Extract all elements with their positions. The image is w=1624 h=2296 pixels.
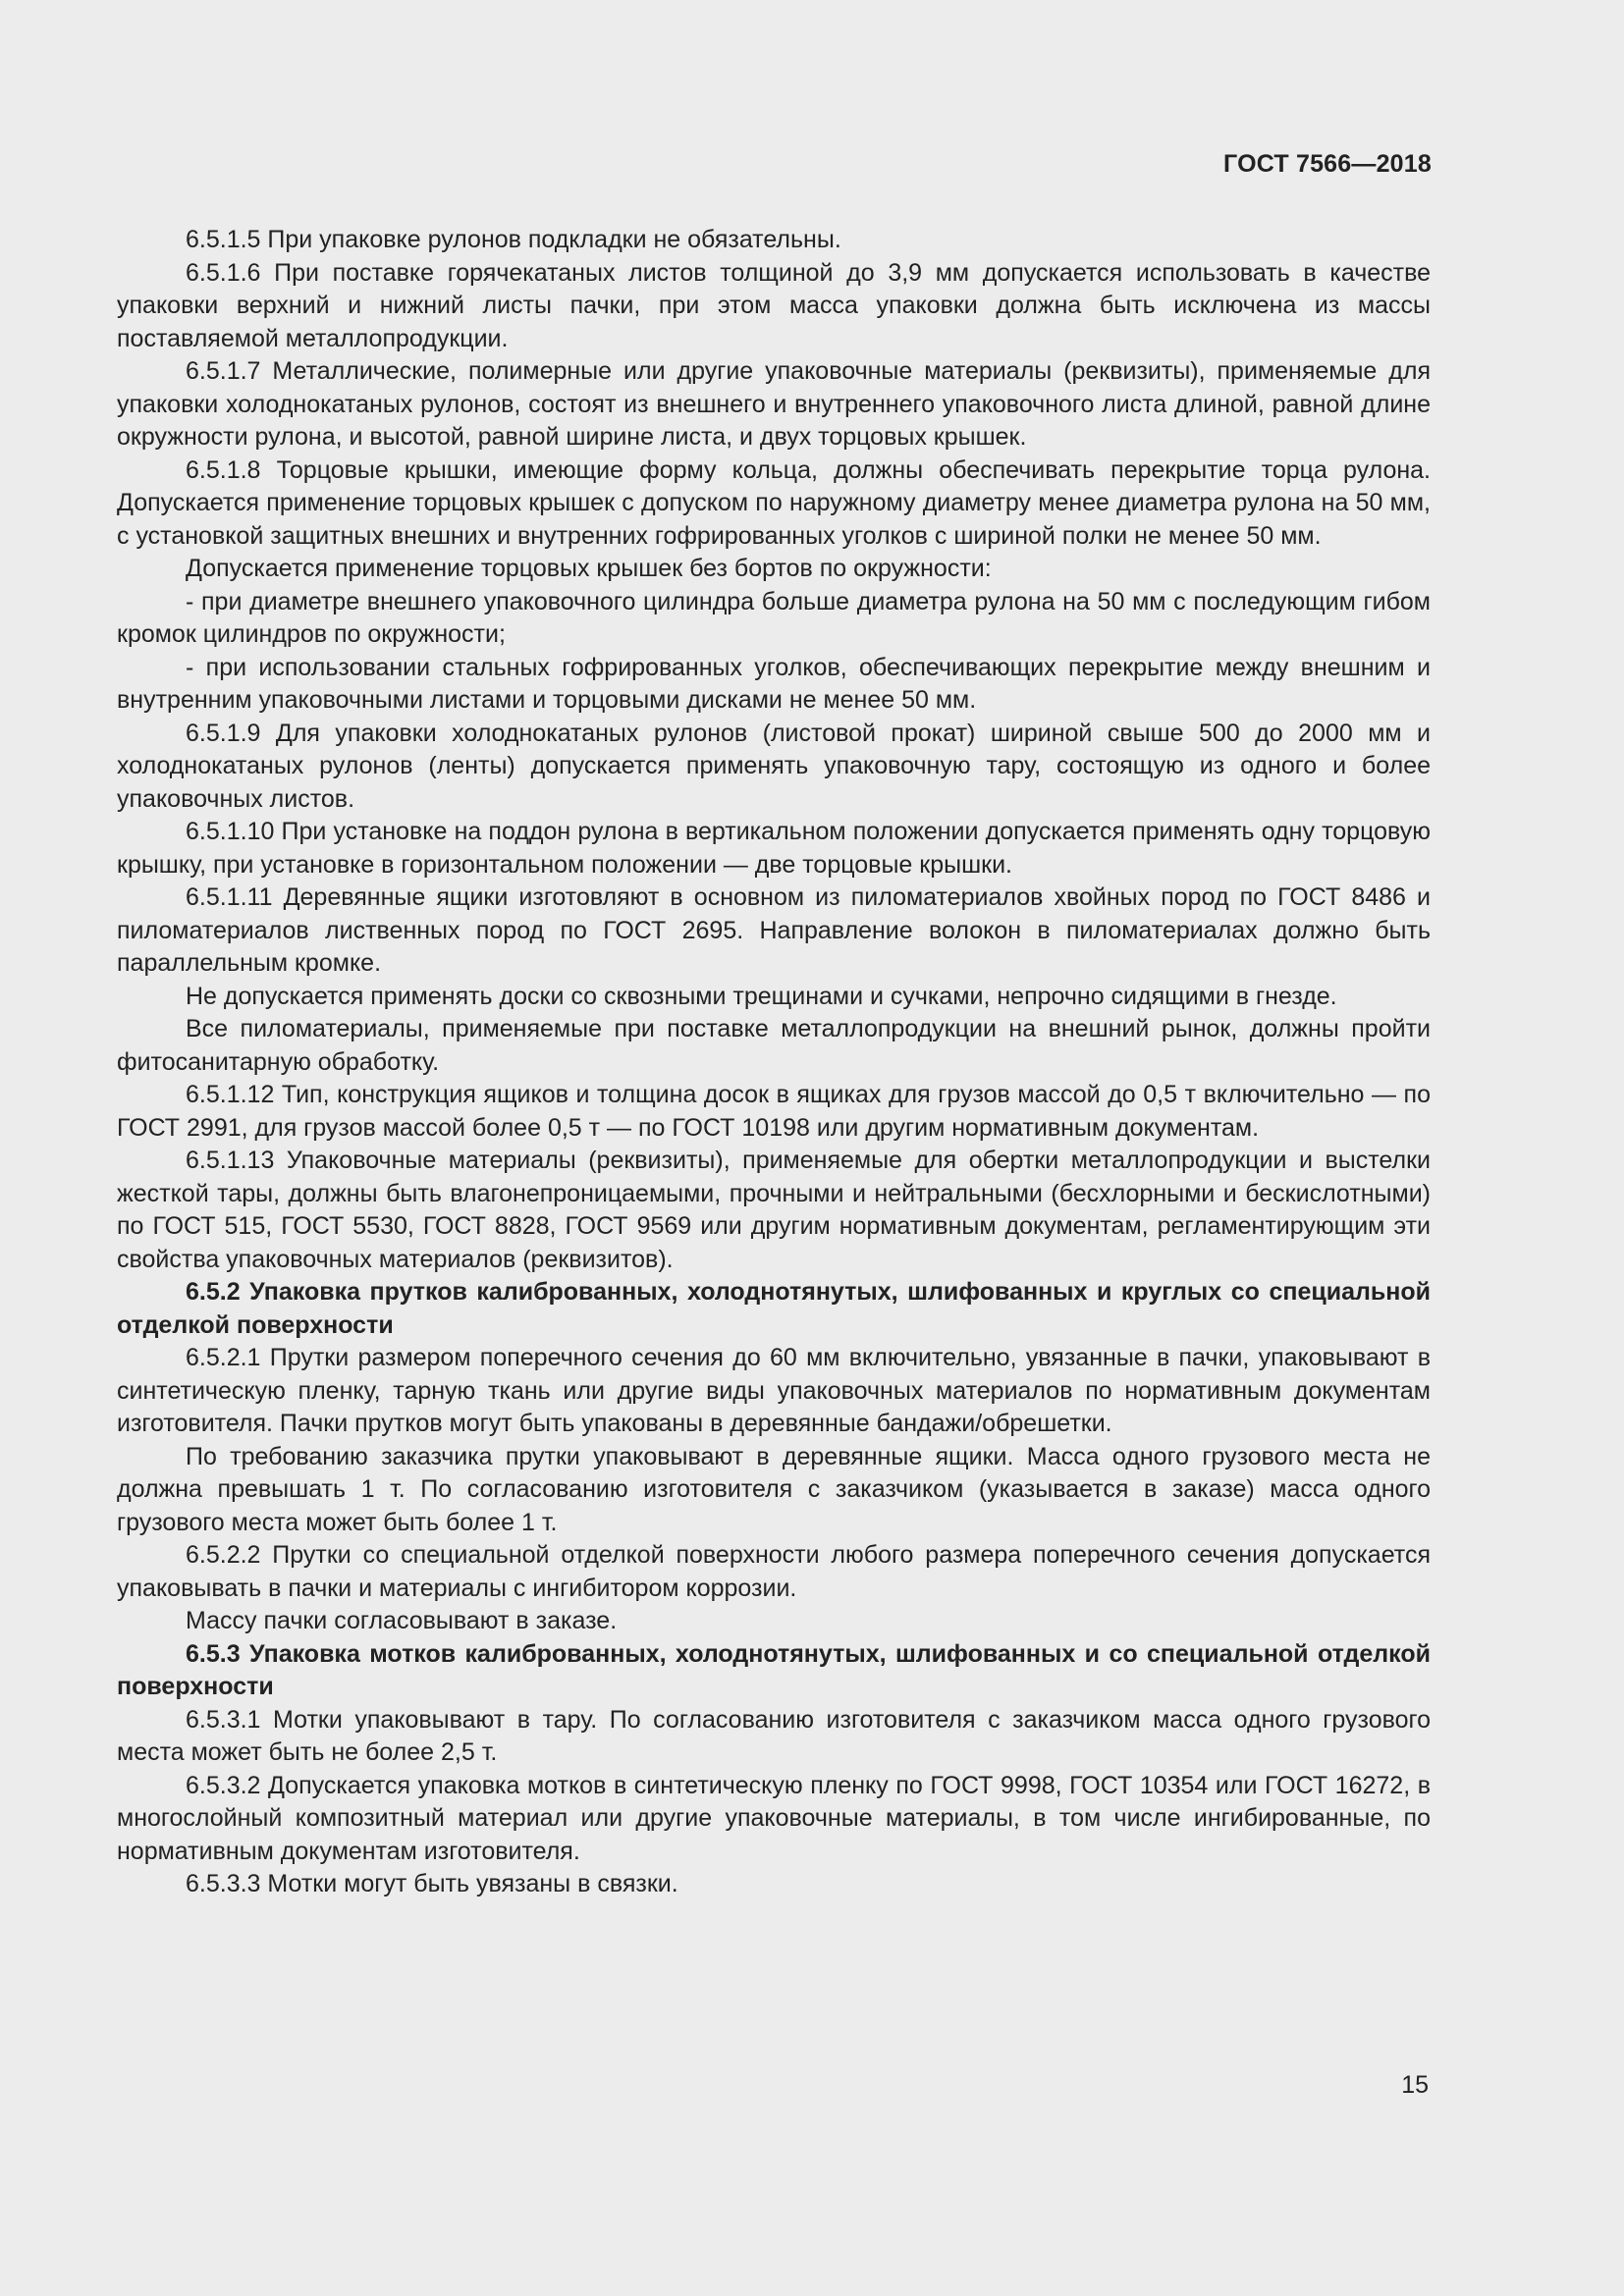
section-heading-6-5-3: 6.5.3 Упаковка мотков калиброванных, холоднотянутых, шлифованных и со специальной отделкой поверхности [117,1639,1431,1700]
paragraph-wooden-boxes: По требованию заказчика прутки упаковывают в деревянные ящики. Масса одного грузового места не должна превышать 1 т. По согласованию изготовителя с заказчиком (указывается в заказе) масса одного грузового места может быть более 1 т. [117,1442,1431,1536]
clause-6-5-2-1: 6.5.2.1 Прутки размером поперечного сечения до 60 мм включительно, увязанные в пачки, упаковывают в синтетическую пленку, тарную ткань или другие виды упаковочных материалов по нормативным документам изготовителя. Пачки прутков могут быть упакованы в деревянные бандажи/обрешетки. [117,1344,1431,1437]
clause-6-5-1-8: 6.5.1.8 Торцовые крышки, имеющие форму кольца, должны обеспечивать перекрытие торца рулона. Допускается применение торцовых крышек с допуском по наружному диаметру менее диаметра рулона на 50 мм, с установкой защитных внешних и внутренних гофрированных уголков с шириной полки не менее 50 мм. [117,455,1431,550]
clause-6-5-1-13: 6.5.1.13 Упаковочные материалы (реквизиты), применяемые для обертки металлопродукции и выстелки жесткой тары, должны быть влагонепроницаемыми, прочными и нейтральными (бесхлорными и бескислотными) по ГОСТ 515, ГОСТ 5530, ГОСТ 8828, ГОСТ 9569 или другим нормативным документам, регламентирующим эти свойства упаковочных материалов (реквизитов). [117,1147,1431,1273]
clause-6-5-1-11: 6.5.1.11 Деревянные ящики изготовляют в основном из пиломатериалов хвойных пород по ГОСТ 8486 и пиломатериалов лиственных пород по ГОСТ 2695. Направление волокон в пиломатериалах должно быть параллельным кромке. [117,883,1431,977]
clause-6-5-2-2: 6.5.2.2 Прутки со специальной отделкой поверхности любого размера поперечного сечения допускается упаковывать в пачки и материалы с ингибитором коррозии. [117,1541,1431,1602]
clause-6-5-1-5: 6.5.1.5 При упаковке рулонов подкладки не обязательны. [186,226,841,253]
paragraph-end-caps-allowed: Допускается применение торцовых крышек без бортов по окружности: [186,555,992,582]
paragraph-phytosanitary: Все пиломатериалы, применяемые при поставке металлопродукции на внешний рынок, должны пройти фитосанитарную обработку. [117,1015,1431,1076]
clause-6-5-3-1: 6.5.3.1 Мотки упаковывают в тару. По согласованию изготовителя с заказчиком масса одного грузового места может быть не более 2,5 т. [117,1705,1431,1766]
page-number: 15 [1401,2071,1429,2099]
clause-6-5-1-6: 6.5.1.6 При поставке горячекатаных листов толщиной до 3,9 мм допускается использовать в качестве упаковки верхний и нижний листы пачки, при этом масса упаковки должна быть исключена из массы поставляемой металлопродукции. [117,258,1431,352]
document-body [117,224,1431,1901]
list-item-cylinder-diameter: - при диаметре внешнего упаковочного цилиндра больше диаметра рулона на 50 мм с последующим гибом кромок цилиндров по окружности; [117,587,1431,648]
clause-6-5-1-9: 6.5.1.9 Для упаковки холоднокатаных рулонов (листовой прокат) шириной свыше 500 до 2000 мм и холоднокатаных рулонов (ленты) допускается применять упаковочную тару, состоящую из одного и более упаковочных листов. [117,719,1431,813]
clause-6-5-3-3: 6.5.3.3 Мотки могут быть увязаны в связки. [186,1870,678,1897]
clause-6-5-1-12: 6.5.1.12 Тип, конструкция ящиков и толщина досок в ящиках для грузов массой до 0,5 т включительно — по ГОСТ 2991, для грузов массой более 0,5 т — по ГОСТ 10198 или другим нормативным документам. [117,1081,1431,1142]
document-standard-header: ГОСТ 7566—2018 [1223,150,1432,178]
paragraph-boards-cracks: Не допускается применять доски со сквозными трещинами и сучками, непрочно сидящими в гнезде. [186,982,1337,1010]
clause-6-5-3-2: 6.5.3.2 Допускается упаковка мотков в синтетическую пленку по ГОСТ 9998, ГОСТ 10354 или ГОСТ 16272, в многослойный композитный материал или другие упаковочные материалы, в том числе ингибированные, по нормативным документам изготовителя. [117,1771,1431,1865]
paragraph-bundle-mass: Массу пачки согласовывают в заказе. [186,1607,618,1634]
section-heading-6-5-2: 6.5.2 Упаковка прутков калиброванных, холоднотянутых, шлифованных и круглых со специальной отделкой поверхности [117,1278,1431,1339]
list-item-corrugated-corners: - при использовании стальных гофрированных уголков, обеспечивающих перекрытие между внешним и внутренним упаковочными листами и торцовыми дисками не менее 50 мм. [117,653,1431,714]
clause-6-5-1-10: 6.5.1.10 При установке на поддон рулона в вертикальном положении допускается применять одну торцовую крышку, при установке в горизонтальном положении — две торцовые крышки. [117,818,1431,879]
clause-6-5-1-7: 6.5.1.7 Металлические, полимерные или другие упаковочные материалы (реквизиты), применяемые для упаковки холоднокатаных рулонов, состоят из внешнего и внутреннего упаковочного листа длиной, равной длине окружности рулона, и высотой, равной ширине листа, и двух торцовых крышек. [117,357,1431,451]
